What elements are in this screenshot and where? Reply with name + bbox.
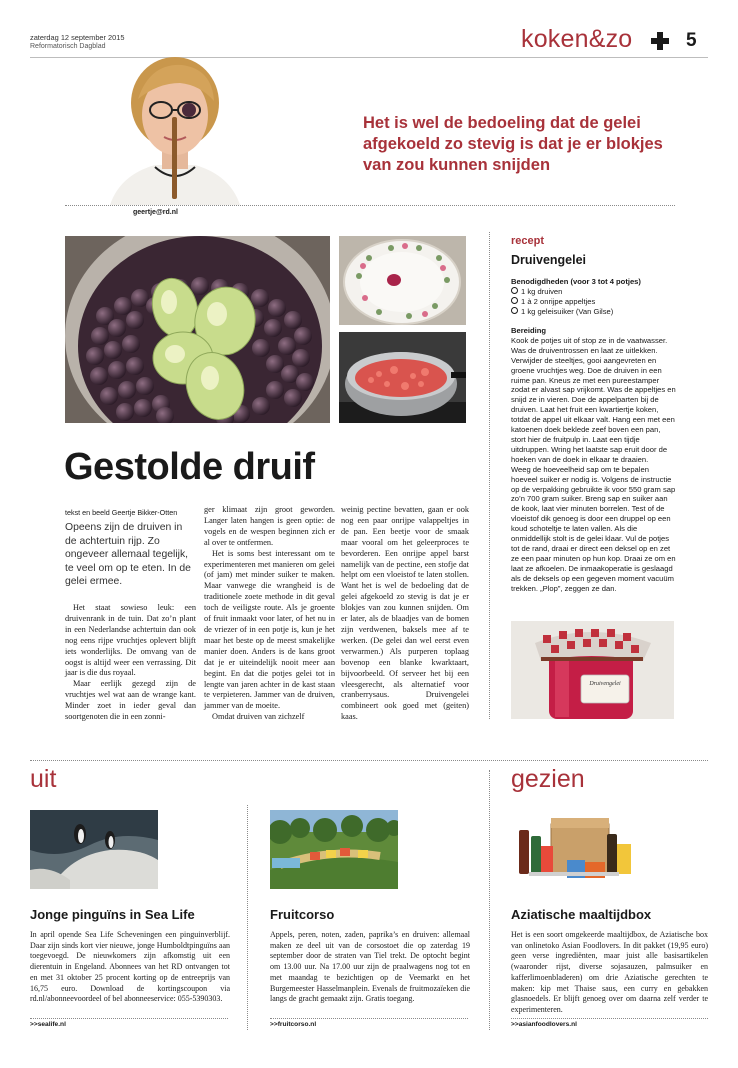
ingredients-heading: Benodigdheden (voor 3 tot 4 potjes) <box>511 277 641 286</box>
header-paper: Reformatorisch Dagblad <box>30 43 106 50</box>
item-link[interactable]: >>asianfoodlovers.nl <box>511 1021 577 1028</box>
recipe-kicker: recept <box>511 235 545 247</box>
article-paragraph: Het staat sowieso leuk: een druivenrank in de tuin. Dat zo’n plant in een Nederlandse achtertuin dan ook nog eens rijpe vruchtjes oplevert blijft iets wonderlijks. De omvang van de oogst is altijd weer een verrassing. Dit jaar is die dus royaal. <box>65 603 196 678</box>
item-link[interactable]: >>fruitcorso.nl <box>270 1021 317 1028</box>
item-title: Fruitcorso <box>270 907 335 922</box>
checkbox-icon <box>511 307 518 314</box>
article-column-1 <box>65 603 196 723</box>
item-body: Appels, peren, noten, zaden, paprika’s en druiven: allemaal maken ze deel uit van de corsostoet die op zaterdag 19 september door de straten van Tiel trekt. De optocht begint om 13.00 uur. Na 17.00 uur zijn de praalwagens nog tot en met maandag te bezichtigen op de Veemarkt en het Burgemeester Hasselmanplein. Evenals de fruitmozaïeken die langs de gracht gemaakt zijn. Gratis toegang. <box>270 930 470 1004</box>
pan-photo <box>339 332 466 423</box>
page-number: 5 <box>686 30 697 51</box>
article-paragraph: weinig pectine bevatten, gaan er ook nog een paar onrijpe valappeltjes in de pan. Een beetje voor de smaak maar vooral om het geleerproces te bevorderen. Een onrijpe appel barst namelijk van de pectine, een stofje dat helpt om een vloeistof te laten stollen. Want het is wel de bedoeling dat de gelei afgekoeld zo stevig is dat je er blokjes van zou kunnen snijden. Om er later, als de blaadjes van de bomen zijn verdwenen, baksels mee af te werken. (De gelei dan wel eerst even verwarmen.) Als purperen toplaag bovenop een blanke kwarktaart, bijvoorbeeld. Of serveer het bij een vleesgerecht, als alternatief voor cranberrysaus. Druivengelei combineert ook goed met (geiten) kaas. <box>341 505 469 722</box>
pull-quote: Het is wel de bedoeling dat de gelei afgekoeld zo stevig is dat je er blokjes van zou kunnen snijden <box>363 114 663 174</box>
uit-section-title: uit <box>30 765 57 793</box>
jar-label: Druivengelei <box>589 681 621 687</box>
preparation-paragraph: Weeg de hoeveelheid sap om te bepalen hoeveel suiker er nodig is. Volgens de instructie op de verpakking gebruikte ik voor 550 gram sap zo’n 700 gram suiker. Breng sap en suiker aan de kook, laat vier minuten borrelen. Test of de vloeistof dik genoeg is door een druppel op een koud schoteltje te laten vallen. Als die onmiddellijk stolt is de gelei klaar. Vul de potjes tot de rand, draai er direct een deksel op en zet ze een paar minuten op hun kop. Draai ze om en laat ze afkoelen. De inmaakoperatie is geslaagd als de deksels op een gegeven moment vacuüm trekken. „Plop”, zeggen ze dan. <box>511 464 676 593</box>
checkbox-icon <box>511 287 518 294</box>
preparation-heading: Bereiding <box>511 326 547 335</box>
item-body: In april opende Sea Life Scheveningen een pinguinverblijf. Daar zijn sinds kort vier nieuwe, jonge Humboldtpinguïns aan toegevoegd. De nieuwkomers zijn afkomstig uit een dierentuin in Engeland. Abonnees van het RD ontvangen tot en met 31 oktober 25 procent korting op de entreeprijs van 16,75 euro. Download de kortingscoupon via rd.nl/abonneevoordeel of bel abonneeservice: 055-5390303. <box>30 930 230 1004</box>
recipe-ingredients <box>511 277 681 317</box>
grapes-photo <box>65 236 330 423</box>
author-portrait <box>100 55 250 205</box>
recipe-title: Druivengelei <box>511 253 587 267</box>
article-title: Gestolde druif <box>64 446 315 488</box>
jar-photo <box>511 621 674 719</box>
plus-icon <box>651 32 669 50</box>
author-email: geertje@rd.nl <box>133 209 178 216</box>
column-divider <box>489 770 490 1030</box>
article-paragraph: Omdat druiven van zichzelf <box>212 712 305 722</box>
header-date: zaterdag 12 september 2015 <box>30 33 125 42</box>
article-paragraph: Maar eerlijk gezegd zijn de vruchtjes wel wat aan de wrange kant. Minder zoet in ieder geval dan soortgenoten die in een zonni- <box>65 679 196 722</box>
item-link[interactable]: >>sealife.nl <box>30 1021 66 1028</box>
ingredient-item: 1 kg druiven <box>511 287 681 297</box>
item-title: Jonge pinguïns in Sea Life <box>30 907 195 922</box>
link-rule <box>270 1018 468 1019</box>
saucer-photo <box>339 236 466 325</box>
article-byline: tekst en beeld Geertje Bikker-Otten <box>65 508 178 517</box>
recipe-preparation <box>511 326 677 593</box>
article-column-3 <box>341 505 469 723</box>
penguin-photo <box>30 810 158 889</box>
section-name: koken&zo <box>521 25 633 53</box>
ingredient-item: 1 kg geleisuiker (Van Gilse) <box>511 307 681 317</box>
link-rule <box>511 1018 708 1019</box>
column-divider <box>247 805 248 1030</box>
quote-rule <box>65 205 675 206</box>
fruitcorso-photo <box>270 810 398 889</box>
preparation-paragraph: Kook de potjes uit of stop ze in de vaatwasser. Was de druiventrossen en laat ze uitlekken. Verwijder de steeltjes, gooi aangevreten en groene vruchtjes weg. Doe de druiven in een ruime pan. Kneus ze met een pureestamper zodat er alvast sap vrijkomt. Was de appeltjes en snijd ze in vieren. Doe de appelparten bij de druiven. Laat het fruit een kwartiertje koken, totdat de appel uit elkaar valt. Hang een met een katoenen doek beklede zeef boven een pan, stort hier de fruitpulp in. Laat een tijdje uitdruppen. Wring het laatste sap eruit door de hoeken van de doek in elkaar te draaien. <box>511 335 676 464</box>
article-column-2 <box>204 505 335 723</box>
article-paragraph: ger klimaat zijn groot geworden. Langer laten hangen is geen optie: de vogels en de wespen beginnen zich er al over te ontfermen. <box>204 505 335 547</box>
item-body: Het is een soort omgekeerde maaltijdbox, de Aziatische box van onlinetoko Asian Foodlovers. In dit pakket (19,95 euro) geen verse ingrediënten, maar juist alle basisartikelen (waaronder rijst, diverse sojasauzen, palmsuiker en kafferlimoenbladeren) om drie Aziatische gerechten te maken: kip met Thaise saus, een curry en gebakken glasnoedels. Er blijft genoeg over om daarna zelf verder te experimenteren. <box>511 930 708 1014</box>
link-rule <box>30 1018 228 1019</box>
item-title: Aziatische maaltijdbox <box>511 907 652 922</box>
article-lead: Opeens zijn de druiven in de achtertuin rijp. Zo ongeveer allemaal tegelijk, te veel om op te eten. In de gelei ermee. <box>65 522 191 587</box>
checkbox-icon <box>511 297 518 304</box>
gezien-section-title: gezien <box>511 765 585 793</box>
ingredient-item: 1 à 2 onrijpe appeltjes <box>511 297 681 307</box>
bottom-rule <box>30 760 708 761</box>
asian-box-photo <box>511 810 639 889</box>
recipe-divider <box>489 232 490 719</box>
article-paragraph: Het is soms best interessant om te experimenteren met manieren om gelei (of jam) met minder suiker te maken. Maar vanwege die wrangheid is de traditionele zoete methode in dit geval toch de veiligste route. Als je groente of fruit inmaakt voor later, of het nu in de vriezer of in een potje is, kun je het maar het beste op de meest smakelijke manier doen. Anders is de kans groot dat je er uiteindelijk nooit meer aan begint. En dat die potjes gelei tot in lengte van jaren achter in de kast staan te verpieteren. Jammer van de druiven, jammer van de moeite. <box>204 548 335 711</box>
